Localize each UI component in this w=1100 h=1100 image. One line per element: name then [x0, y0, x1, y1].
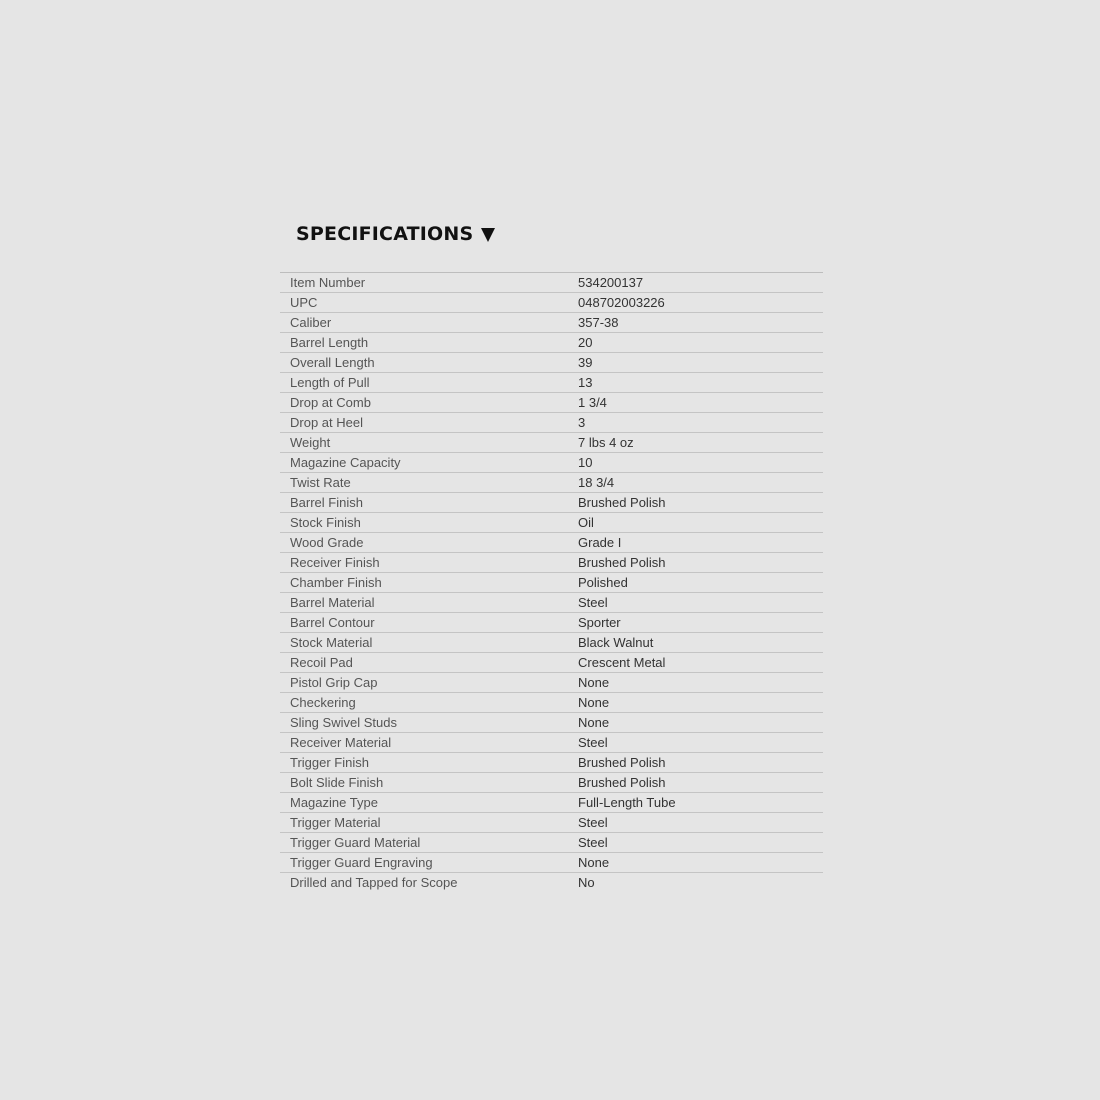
- spec-row: [280, 853, 823, 873]
- spec-label: Length of Pull: [290, 375, 370, 390]
- triangle-down-icon[interactable]: [481, 228, 495, 242]
- spec-row: [280, 533, 823, 553]
- specifications-panel: [280, 216, 823, 892]
- spec-row: [280, 733, 823, 753]
- spec-row: [280, 653, 823, 673]
- spec-value: 20: [578, 335, 593, 350]
- spec-value: Full-Length Tube: [578, 795, 676, 810]
- spec-row: [280, 273, 823, 293]
- spec-label: Magazine Type: [290, 795, 378, 810]
- spec-row: [280, 393, 823, 413]
- spec-row: [280, 833, 823, 853]
- spec-row: [280, 453, 823, 473]
- spec-value: 357-38: [578, 315, 619, 330]
- spec-row: [280, 613, 823, 633]
- spec-value: None: [578, 715, 610, 730]
- spec-row: [280, 433, 823, 453]
- spec-value: 048702003226: [578, 295, 665, 310]
- spec-value: No: [578, 875, 595, 890]
- spec-row: [280, 713, 823, 733]
- spec-label: Pistol Grip Cap: [290, 675, 378, 690]
- spec-value: 534200137: [578, 275, 644, 290]
- spec-label: UPC: [290, 295, 318, 310]
- spec-value: 39: [578, 355, 593, 370]
- spec-label: Receiver Material: [290, 735, 392, 750]
- spec-value: 10: [578, 455, 593, 470]
- spec-label: Magazine Capacity: [290, 455, 401, 470]
- spec-label: Barrel Length: [290, 335, 369, 350]
- spec-value: Steel: [578, 735, 608, 750]
- spec-row: [280, 473, 823, 493]
- spec-label: Sling Swivel Studs: [290, 715, 397, 730]
- spec-label: Trigger Finish: [290, 755, 369, 770]
- spec-value: 13: [578, 375, 593, 390]
- spec-label: Item Number: [290, 275, 366, 290]
- spec-label: Bolt Slide Finish: [290, 775, 384, 790]
- spec-label: Overall Length: [290, 355, 375, 370]
- spec-label: Drop at Heel: [290, 415, 363, 430]
- spec-row: [280, 293, 823, 313]
- spec-row: [280, 873, 823, 892]
- spec-row: [280, 773, 823, 793]
- spec-value: Brushed Polish: [578, 555, 666, 570]
- spec-label: Barrel Finish: [290, 495, 363, 510]
- specifications-title: SPECIFICATIONS: [296, 223, 474, 245]
- spec-row: [280, 693, 823, 713]
- spec-row: [280, 493, 823, 513]
- spec-label: Caliber: [290, 315, 332, 330]
- spec-value: 1 3/4: [578, 395, 607, 410]
- specifications-table: [280, 272, 823, 892]
- spec-value: None: [578, 675, 610, 690]
- spec-row: [280, 553, 823, 573]
- spec-value: Steel: [578, 815, 608, 830]
- spec-row: [280, 353, 823, 373]
- spec-value: Brushed Polish: [578, 495, 666, 510]
- spec-value: Brushed Polish: [578, 755, 666, 770]
- spec-value: Steel: [578, 595, 608, 610]
- spec-label: Drilled and Tapped for Scope: [290, 875, 458, 890]
- spec-row: [280, 313, 823, 333]
- spec-label: Drop at Comb: [290, 395, 371, 410]
- spec-label: Barrel Contour: [290, 615, 375, 630]
- spec-label: Twist Rate: [290, 475, 351, 490]
- spec-label: Recoil Pad: [290, 655, 353, 670]
- spec-value: None: [578, 855, 610, 870]
- spec-label: Checkering: [290, 695, 356, 710]
- spec-row: [280, 813, 823, 833]
- spec-label: Stock Material: [290, 635, 373, 650]
- spec-value: Sporter: [578, 615, 621, 630]
- spec-value: None: [578, 695, 610, 710]
- spec-row: [280, 513, 823, 533]
- spec-row: [280, 333, 823, 353]
- spec-row: [280, 633, 823, 653]
- spec-row: [280, 573, 823, 593]
- spec-value: Crescent Metal: [578, 655, 666, 670]
- spec-value: 7 lbs 4 oz: [578, 435, 634, 450]
- spec-value: Brushed Polish: [578, 775, 666, 790]
- spec-value: Steel: [578, 835, 608, 850]
- spec-value: Oil: [578, 515, 594, 530]
- spec-label: Stock Finish: [290, 515, 361, 530]
- spec-value: Polished: [578, 575, 628, 590]
- specifications-header-toggle[interactable]: [280, 216, 823, 252]
- spec-label: Wood Grade: [290, 535, 364, 550]
- spec-value: 18 3/4: [578, 475, 615, 490]
- spec-label: Weight: [290, 435, 331, 450]
- spec-value: Grade I: [578, 535, 622, 550]
- spec-row: [280, 753, 823, 773]
- spec-row: [280, 593, 823, 613]
- spec-row: [280, 793, 823, 813]
- spec-label: Trigger Guard Material: [290, 835, 421, 850]
- spec-value: Black Walnut: [578, 635, 654, 650]
- spec-label: Chamber Finish: [290, 575, 382, 590]
- spec-row: [280, 373, 823, 393]
- spec-label: Barrel Material: [290, 595, 375, 610]
- spec-label: Receiver Finish: [290, 555, 380, 570]
- spec-row: [280, 413, 823, 433]
- spec-label: Trigger Guard Engraving: [290, 855, 433, 870]
- spec-value: 3: [578, 415, 586, 430]
- spec-label: Trigger Material: [290, 815, 381, 830]
- spec-row: [280, 673, 823, 693]
